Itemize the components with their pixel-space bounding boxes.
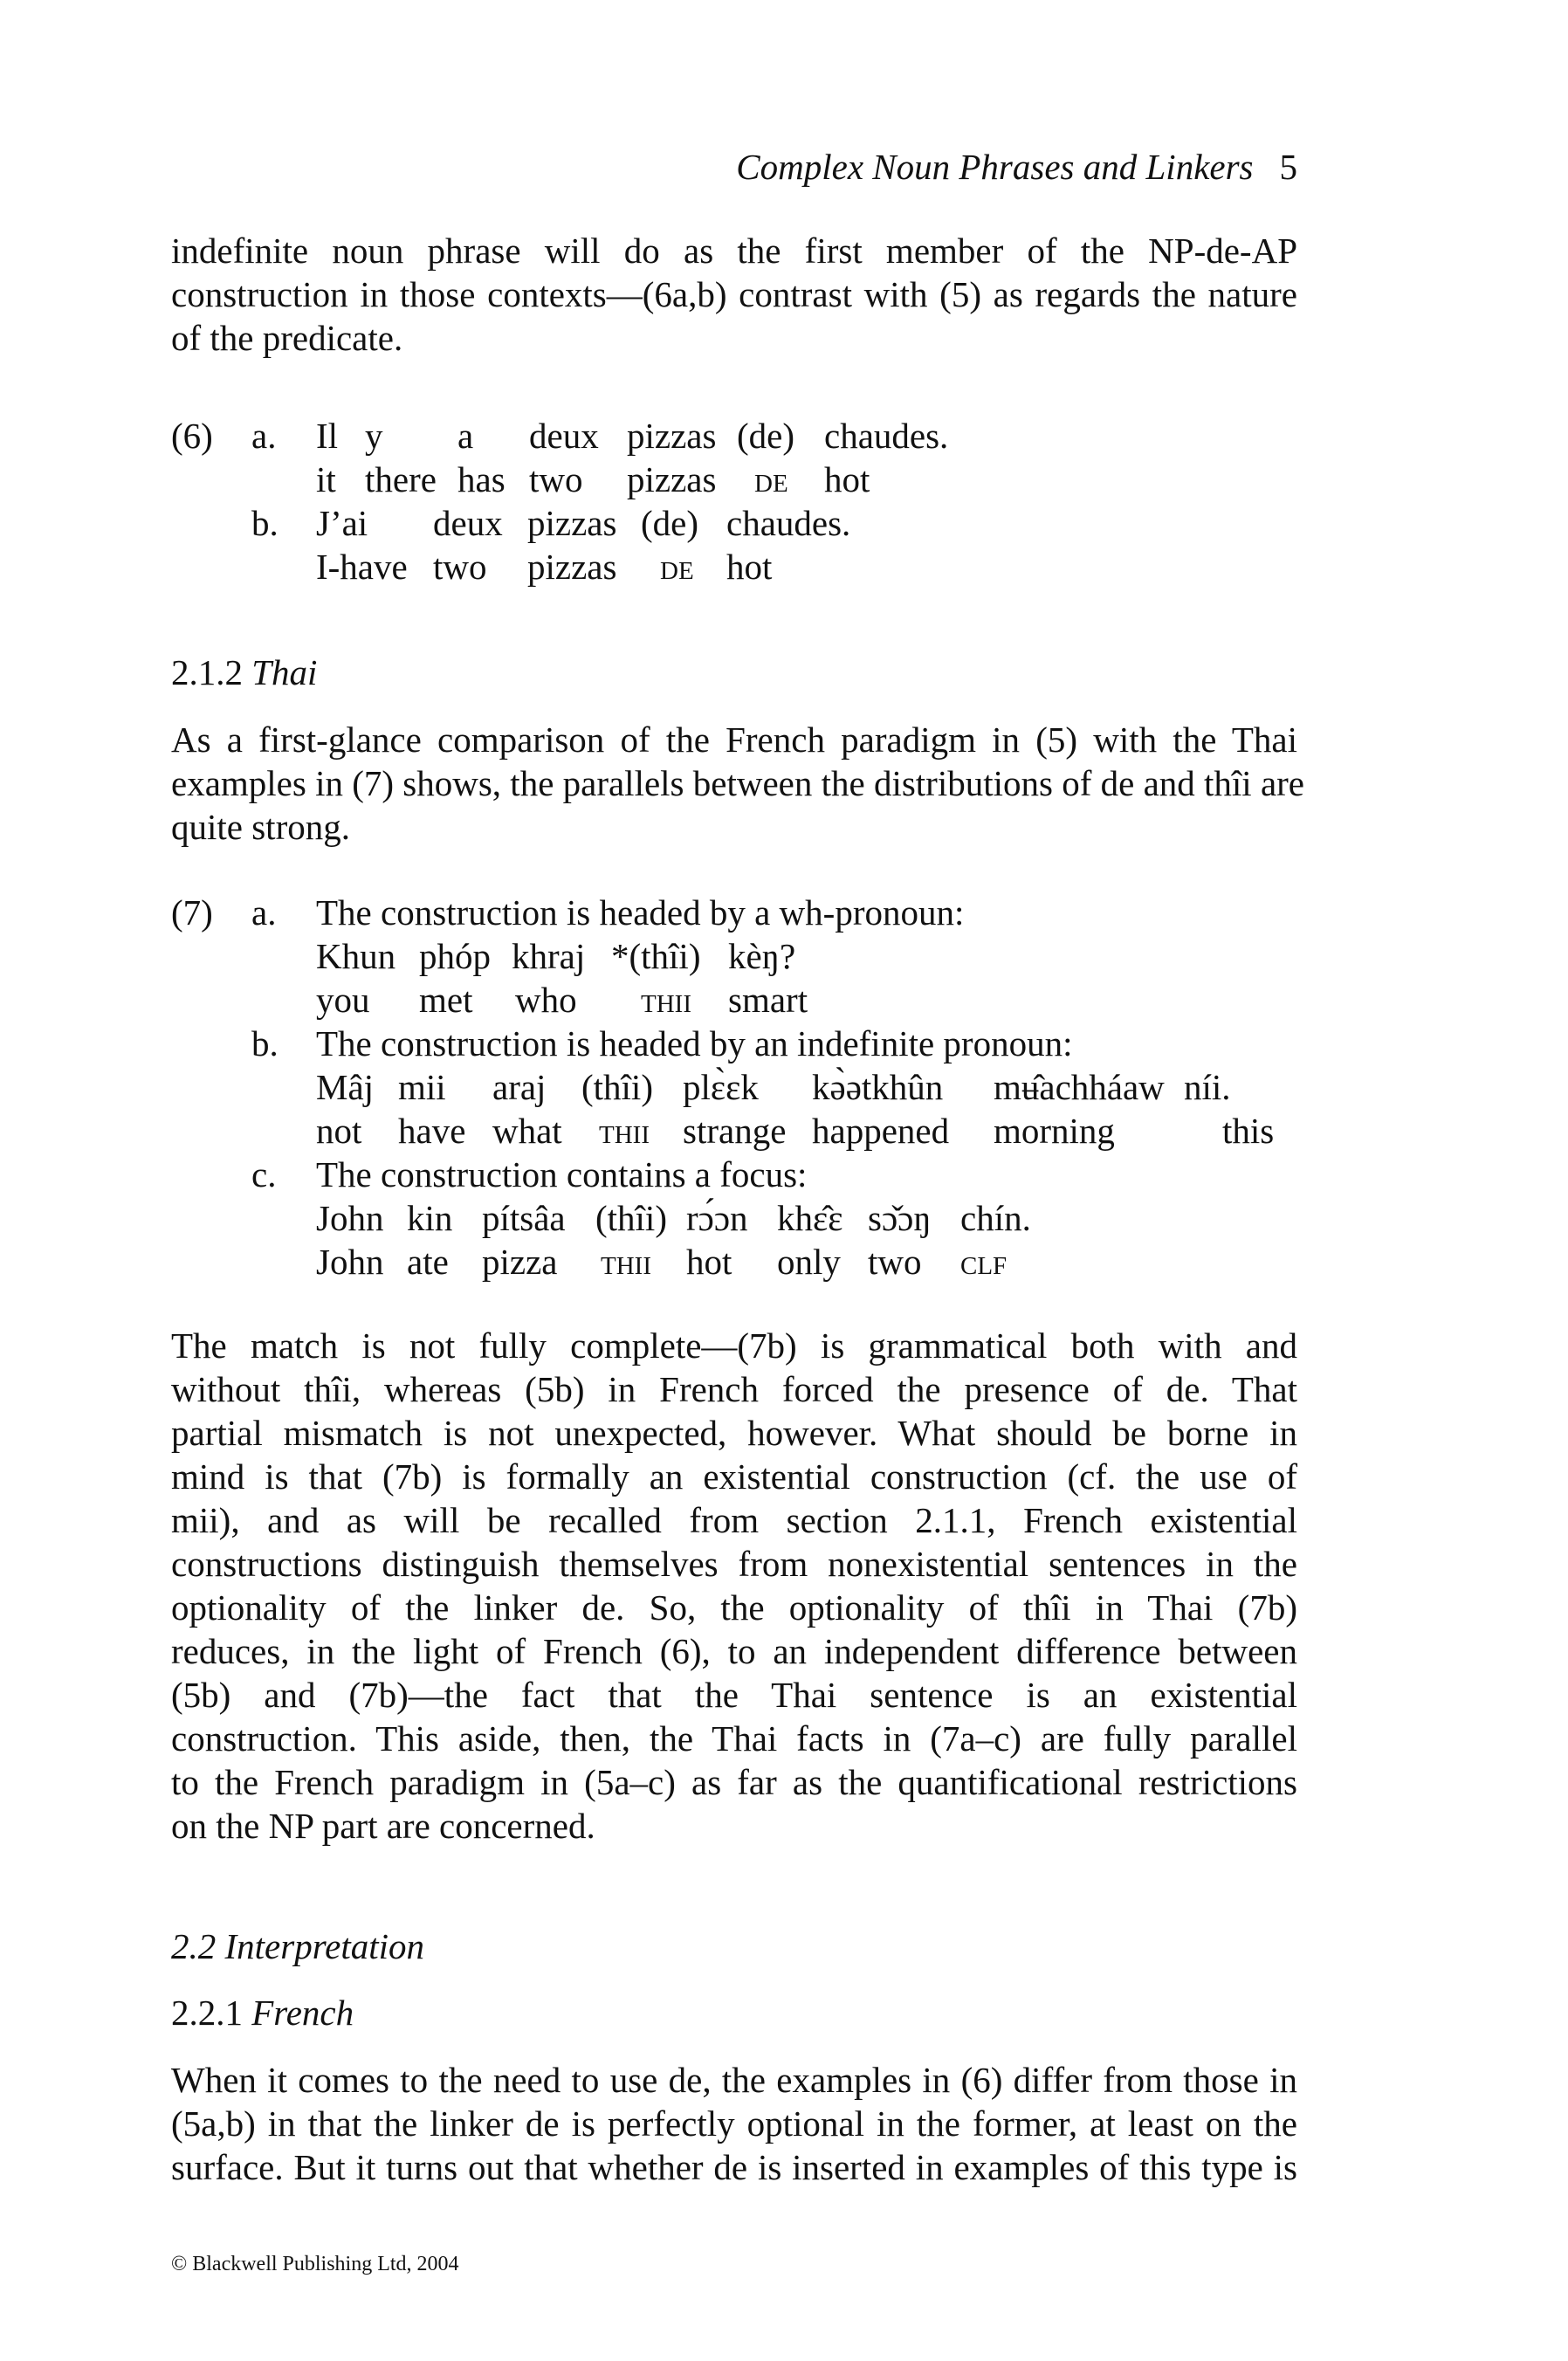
example-description: The construction contains a focus:	[316, 1154, 808, 1194]
section-heading-2-2	[171, 1924, 424, 1968]
word: (thîi)	[595, 1198, 667, 1238]
word: khɛ̂ɛ	[777, 1198, 843, 1238]
text-line: As a first-glance comparison of the French paradigm in (5) with the Thai	[171, 719, 1297, 760]
text-line: of the predicate.	[171, 318, 403, 358]
item-label: a.	[251, 892, 277, 933]
text-line: The match is not fully complete—(7b) is grammatical both with and	[171, 1325, 1297, 1366]
gloss: has	[457, 459, 505, 499]
gloss: what	[492, 1111, 562, 1151]
gloss: this	[1222, 1111, 1275, 1151]
gloss: pizzas	[627, 459, 717, 499]
gloss: clf	[960, 1242, 1008, 1282]
text-line: construction in those contexts—(6a,b) contrast with (5) as regards the nature	[171, 274, 1297, 314]
text-line: (5b) and (7b)—the fact that the Thai sentence is an existential	[171, 1675, 1297, 1715]
gloss: thii	[599, 1111, 650, 1151]
paragraph-2	[171, 718, 1304, 849]
gloss: hot	[824, 459, 870, 499]
gloss: happened	[812, 1111, 950, 1151]
running-header	[736, 145, 1297, 189]
word: y	[365, 416, 383, 456]
word: (de)	[737, 416, 795, 456]
gloss: met	[419, 980, 473, 1020]
text-line: examples in (7) shows, the parallels between the distributions of de and thîi are	[171, 763, 1304, 803]
section-title: Thai	[251, 652, 318, 692]
word: phóp	[419, 936, 491, 976]
gloss: it	[316, 459, 336, 499]
example-number: (6)	[171, 416, 213, 456]
text-line: indefinite noun phrase will do as the first member of the NP-de-AP	[171, 231, 1297, 271]
gloss: two	[529, 459, 583, 499]
copyright-footer: © Blackwell Publishing Ltd, 2004	[171, 2253, 459, 2275]
text-line: mii), and as will be recalled from section 2.1.1, French existential	[171, 1500, 1297, 1540]
text-line: reduces, in the light of French (6), to an independent difference between	[171, 1631, 1297, 1671]
text-line: to the French paradigm in (5a–c) as far as the quantificational restrictions	[171, 1762, 1297, 1802]
word: chaudes.	[726, 503, 851, 543]
section-title: Interpretation	[224, 1926, 425, 1966]
text-line: When it comes to the need to use de, the examples in (6) differ from those in	[171, 2060, 1297, 2100]
section-heading-2-2-1	[171, 1991, 354, 2034]
example-description: The construction is headed by a wh-pronoun:	[316, 892, 965, 933]
section-number: 2.1.2	[171, 652, 243, 692]
text-line: without thîi, whereas (5b) in French forced the presence of de. That	[171, 1369, 1297, 1409]
word: a	[457, 416, 474, 456]
word: mʉ̂achháaw	[994, 1067, 1165, 1107]
word: Mâj	[316, 1067, 375, 1107]
text-line: mind is that (7b) is formally an existential construction (cf. the use of	[171, 1456, 1297, 1497]
gloss: only	[777, 1242, 841, 1282]
word: níi.	[1184, 1067, 1231, 1107]
text-line: on the NP part are concerned.	[171, 1806, 595, 1846]
word: kin	[407, 1198, 453, 1238]
paragraph-3	[171, 1324, 1297, 1848]
word: pítsâa	[482, 1198, 566, 1238]
word: pizzas	[527, 503, 617, 543]
word: sɔ̌ɔŋ	[868, 1198, 932, 1238]
word: chín.	[960, 1198, 1031, 1238]
item-label: b.	[251, 503, 279, 543]
word: Il	[316, 416, 339, 456]
gloss: I-have	[316, 547, 408, 587]
word: mii	[398, 1067, 446, 1107]
gloss: there	[365, 459, 437, 499]
gloss: ate	[407, 1242, 449, 1282]
word: araj	[492, 1067, 547, 1107]
text-line: (5a,b) in that the linker de is perfectly optional in the former, at least on the	[171, 2103, 1297, 2144]
section-title: French	[251, 1993, 354, 2033]
word: (de)	[641, 503, 699, 543]
gloss: strange	[683, 1111, 787, 1151]
paragraph-1	[171, 229, 1297, 360]
text-line: constructions distinguish themselves from nonexistential sentences in the	[171, 1544, 1297, 1584]
word: chaudes.	[824, 416, 949, 456]
gloss: pizza	[482, 1242, 558, 1282]
text-line: surface. But it turns out that whether de is inserted in examples of this type is	[171, 2147, 1297, 2187]
section-number: 2.2.1	[171, 1993, 243, 2033]
section-heading-2-1-2	[171, 650, 317, 694]
word: khraj	[512, 936, 586, 976]
gloss: two	[433, 547, 487, 587]
word: plɛ̀ɛk	[683, 1067, 759, 1107]
word: Khun	[316, 936, 396, 976]
section-number: 2.2	[171, 1926, 217, 1966]
word: rɔ́ɔn	[686, 1198, 748, 1238]
gloss: who	[515, 980, 577, 1020]
gloss: de	[660, 547, 694, 587]
text-line: quite strong.	[171, 807, 350, 847]
word: pizzas	[627, 416, 717, 456]
word: *(thîi)	[611, 936, 701, 976]
text-line: optionality of the linker de. So, the optionality of thîi in Thai (7b)	[171, 1587, 1297, 1628]
gloss: thii	[601, 1242, 651, 1282]
gloss: pizzas	[527, 547, 617, 587]
gloss: hot	[686, 1242, 732, 1282]
gloss: two	[868, 1242, 922, 1282]
paragraph-4	[171, 2058, 1297, 2189]
gloss: thii	[641, 980, 691, 1020]
gloss: de	[754, 459, 788, 499]
item-label: c.	[251, 1154, 277, 1194]
word: John	[316, 1198, 384, 1238]
word: deux	[529, 416, 599, 456]
example-description: The construction is headed by an indefinite pronoun:	[316, 1023, 1073, 1063]
gloss: morning	[994, 1111, 1115, 1151]
word: kə̀ətkhûn	[812, 1067, 944, 1107]
gloss: not	[316, 1111, 362, 1151]
word: deux	[433, 503, 503, 543]
text-line: construction. This aside, then, the Thai facts in (7a–c) are fully parallel	[171, 1718, 1297, 1759]
gloss: hot	[726, 547, 773, 587]
text-line: partial mismatch is not unexpected, however. What should be borne in	[171, 1413, 1297, 1453]
item-label: b.	[251, 1023, 279, 1063]
example-number: (7)	[171, 892, 213, 933]
gloss: have	[398, 1111, 466, 1151]
word: kèŋ?	[728, 936, 796, 976]
gloss: you	[316, 980, 370, 1020]
word: (thîi)	[581, 1067, 653, 1107]
word: J’ai	[316, 503, 368, 543]
gloss: John	[316, 1242, 384, 1282]
page-number: 5	[1279, 147, 1297, 187]
gloss: smart	[728, 980, 808, 1020]
item-label: a.	[251, 416, 277, 456]
running-title: Complex Noun Phrases and Linkers	[736, 147, 1254, 187]
